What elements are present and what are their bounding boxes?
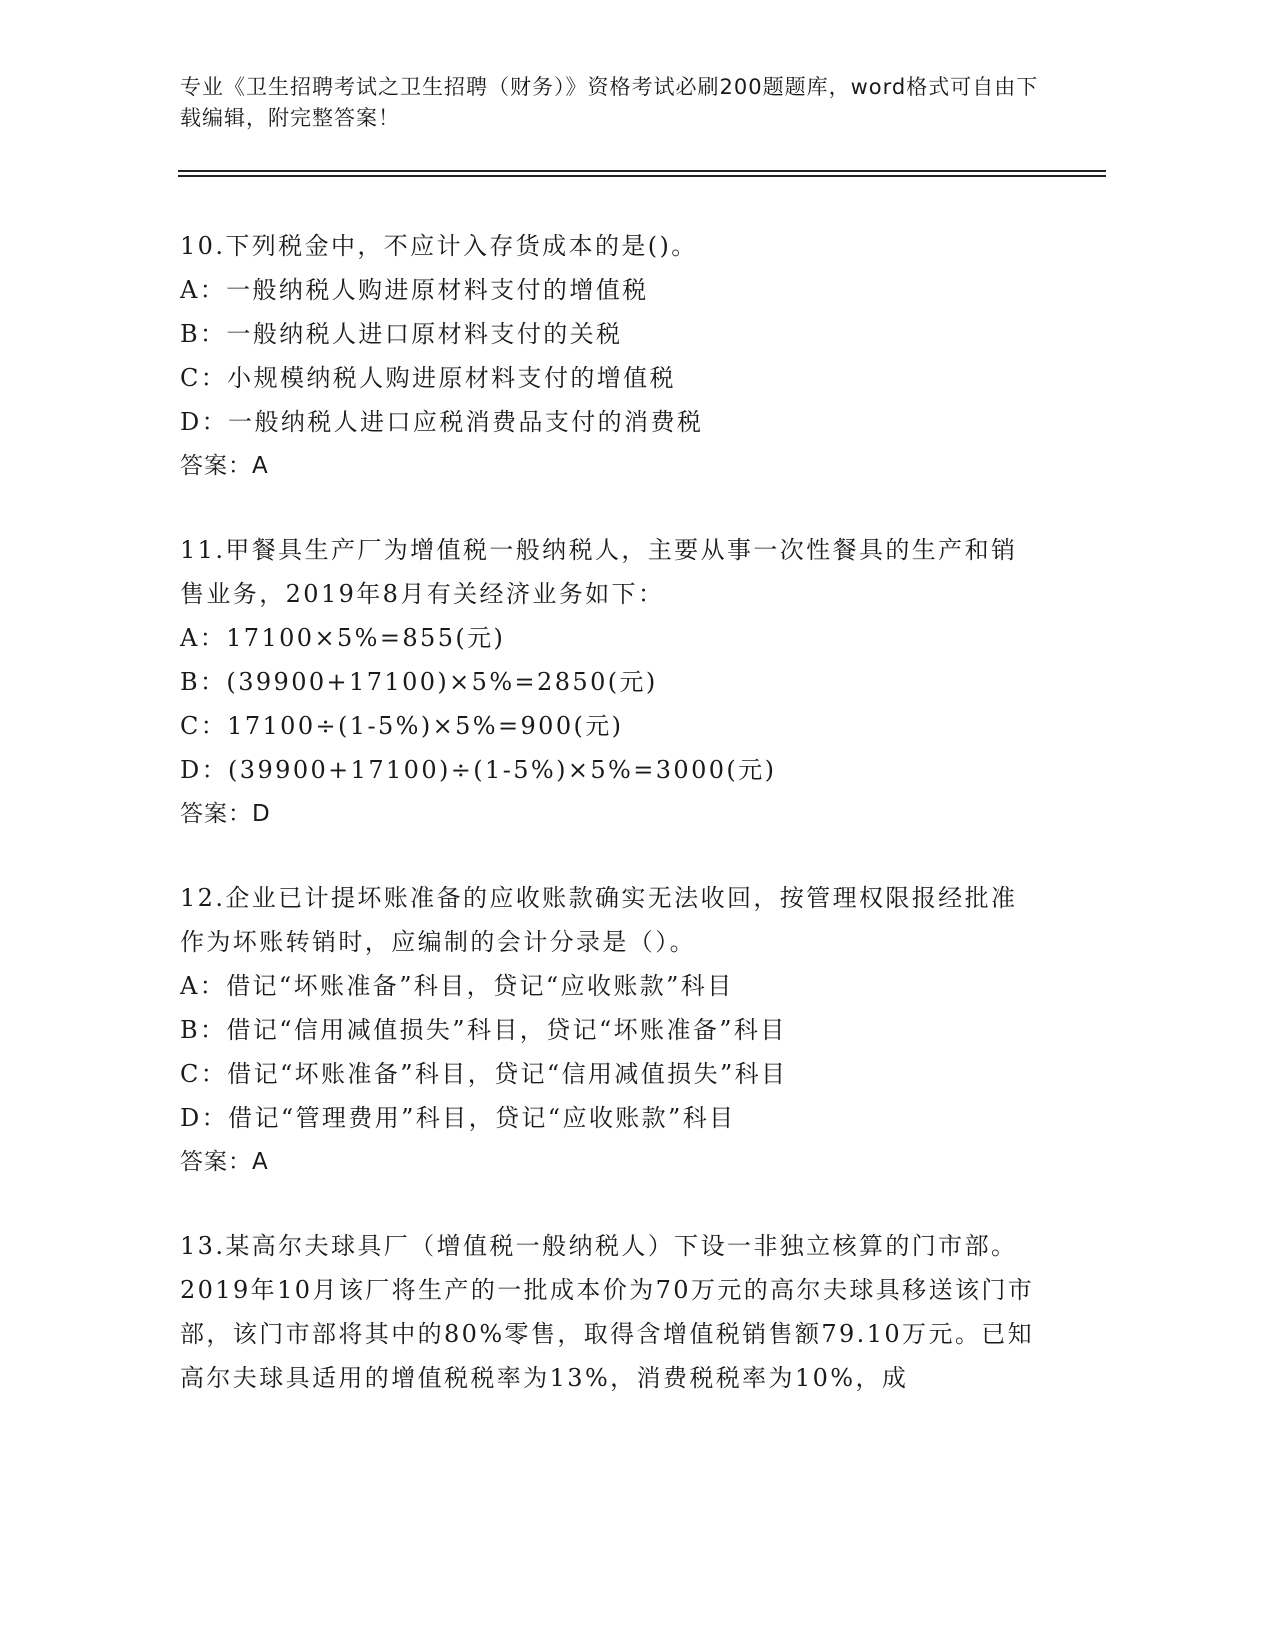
header-divider-bottom xyxy=(178,175,1106,177)
question-11 xyxy=(180,528,1040,836)
option-d: D：一般纳税人进口应税消费品支付的消费税 xyxy=(180,408,704,436)
option-c: C：17100÷(1-5%)×5%=900(元) xyxy=(180,712,624,740)
answer: 答案：D xyxy=(180,801,271,827)
question-stem: 11.甲餐具生产厂为增值税一般纳税人，主要从事一次性餐具的生产和销售业务，2019年8月有关经济业务如下： xyxy=(180,536,1018,608)
header-text: 专业《卫生招聘考试之卫生招聘（财务）》资格考试必刷200题题库，word格式可自由下载编辑，附完整答案！ xyxy=(180,75,1039,130)
option-a: A：借记“坏账准备”科目，贷记“应收账款”科目 xyxy=(180,972,734,1000)
question-stem: 10.下列税金中，不应计入存货成本的是()。 xyxy=(180,232,698,260)
option-a: A：17100×5%=855(元) xyxy=(180,624,506,652)
question-10 xyxy=(180,224,1040,488)
question-stem: 13.某高尔夫球具厂（增值税一般纳税人）下设一非独立核算的门市部。2019年10月该厂将生产的一批成本价为70万元的高尔夫球具移送该门市部，该门市部将其中的80%零售，取得含增值税销售额79.10万元。已知高尔夫球具适用的增值税税率为13%，消费税税率为10%，成 xyxy=(180,1232,1035,1392)
question-12 xyxy=(180,876,1040,1184)
option-d: D：借记“管理费用”科目，贷记“应收账款”科目 xyxy=(180,1104,736,1132)
option-c: C：小规模纳税人购进原材料支付的增值税 xyxy=(180,364,676,392)
question-13 xyxy=(180,1224,1040,1400)
option-b: B：(39900+17100)×5%=2850(元) xyxy=(180,668,658,696)
option-d: D：(39900+17100)÷(1-5%)×5%=3000(元) xyxy=(180,756,777,784)
header-divider-top xyxy=(178,170,1106,172)
answer: 答案：A xyxy=(180,1149,269,1175)
question-stem: 12.企业已计提坏账准备的应收账款确实无法收回，按管理权限报经批准作为坏账转销时，应编制的会计分录是（）。 xyxy=(180,884,1018,956)
document-header xyxy=(180,72,1050,134)
answer: 答案：A xyxy=(180,453,269,479)
option-a: A：一般纳税人购进原材料支付的增值税 xyxy=(180,276,649,304)
option-b: B：借记“信用减值损失”科目，贷记“坏账准备”科目 xyxy=(180,1016,787,1044)
option-b: B：一般纳税人进口原材料支付的关税 xyxy=(180,320,623,348)
option-c: C：借记“坏账准备”科目，贷记“信用减值损失”科目 xyxy=(180,1060,788,1088)
